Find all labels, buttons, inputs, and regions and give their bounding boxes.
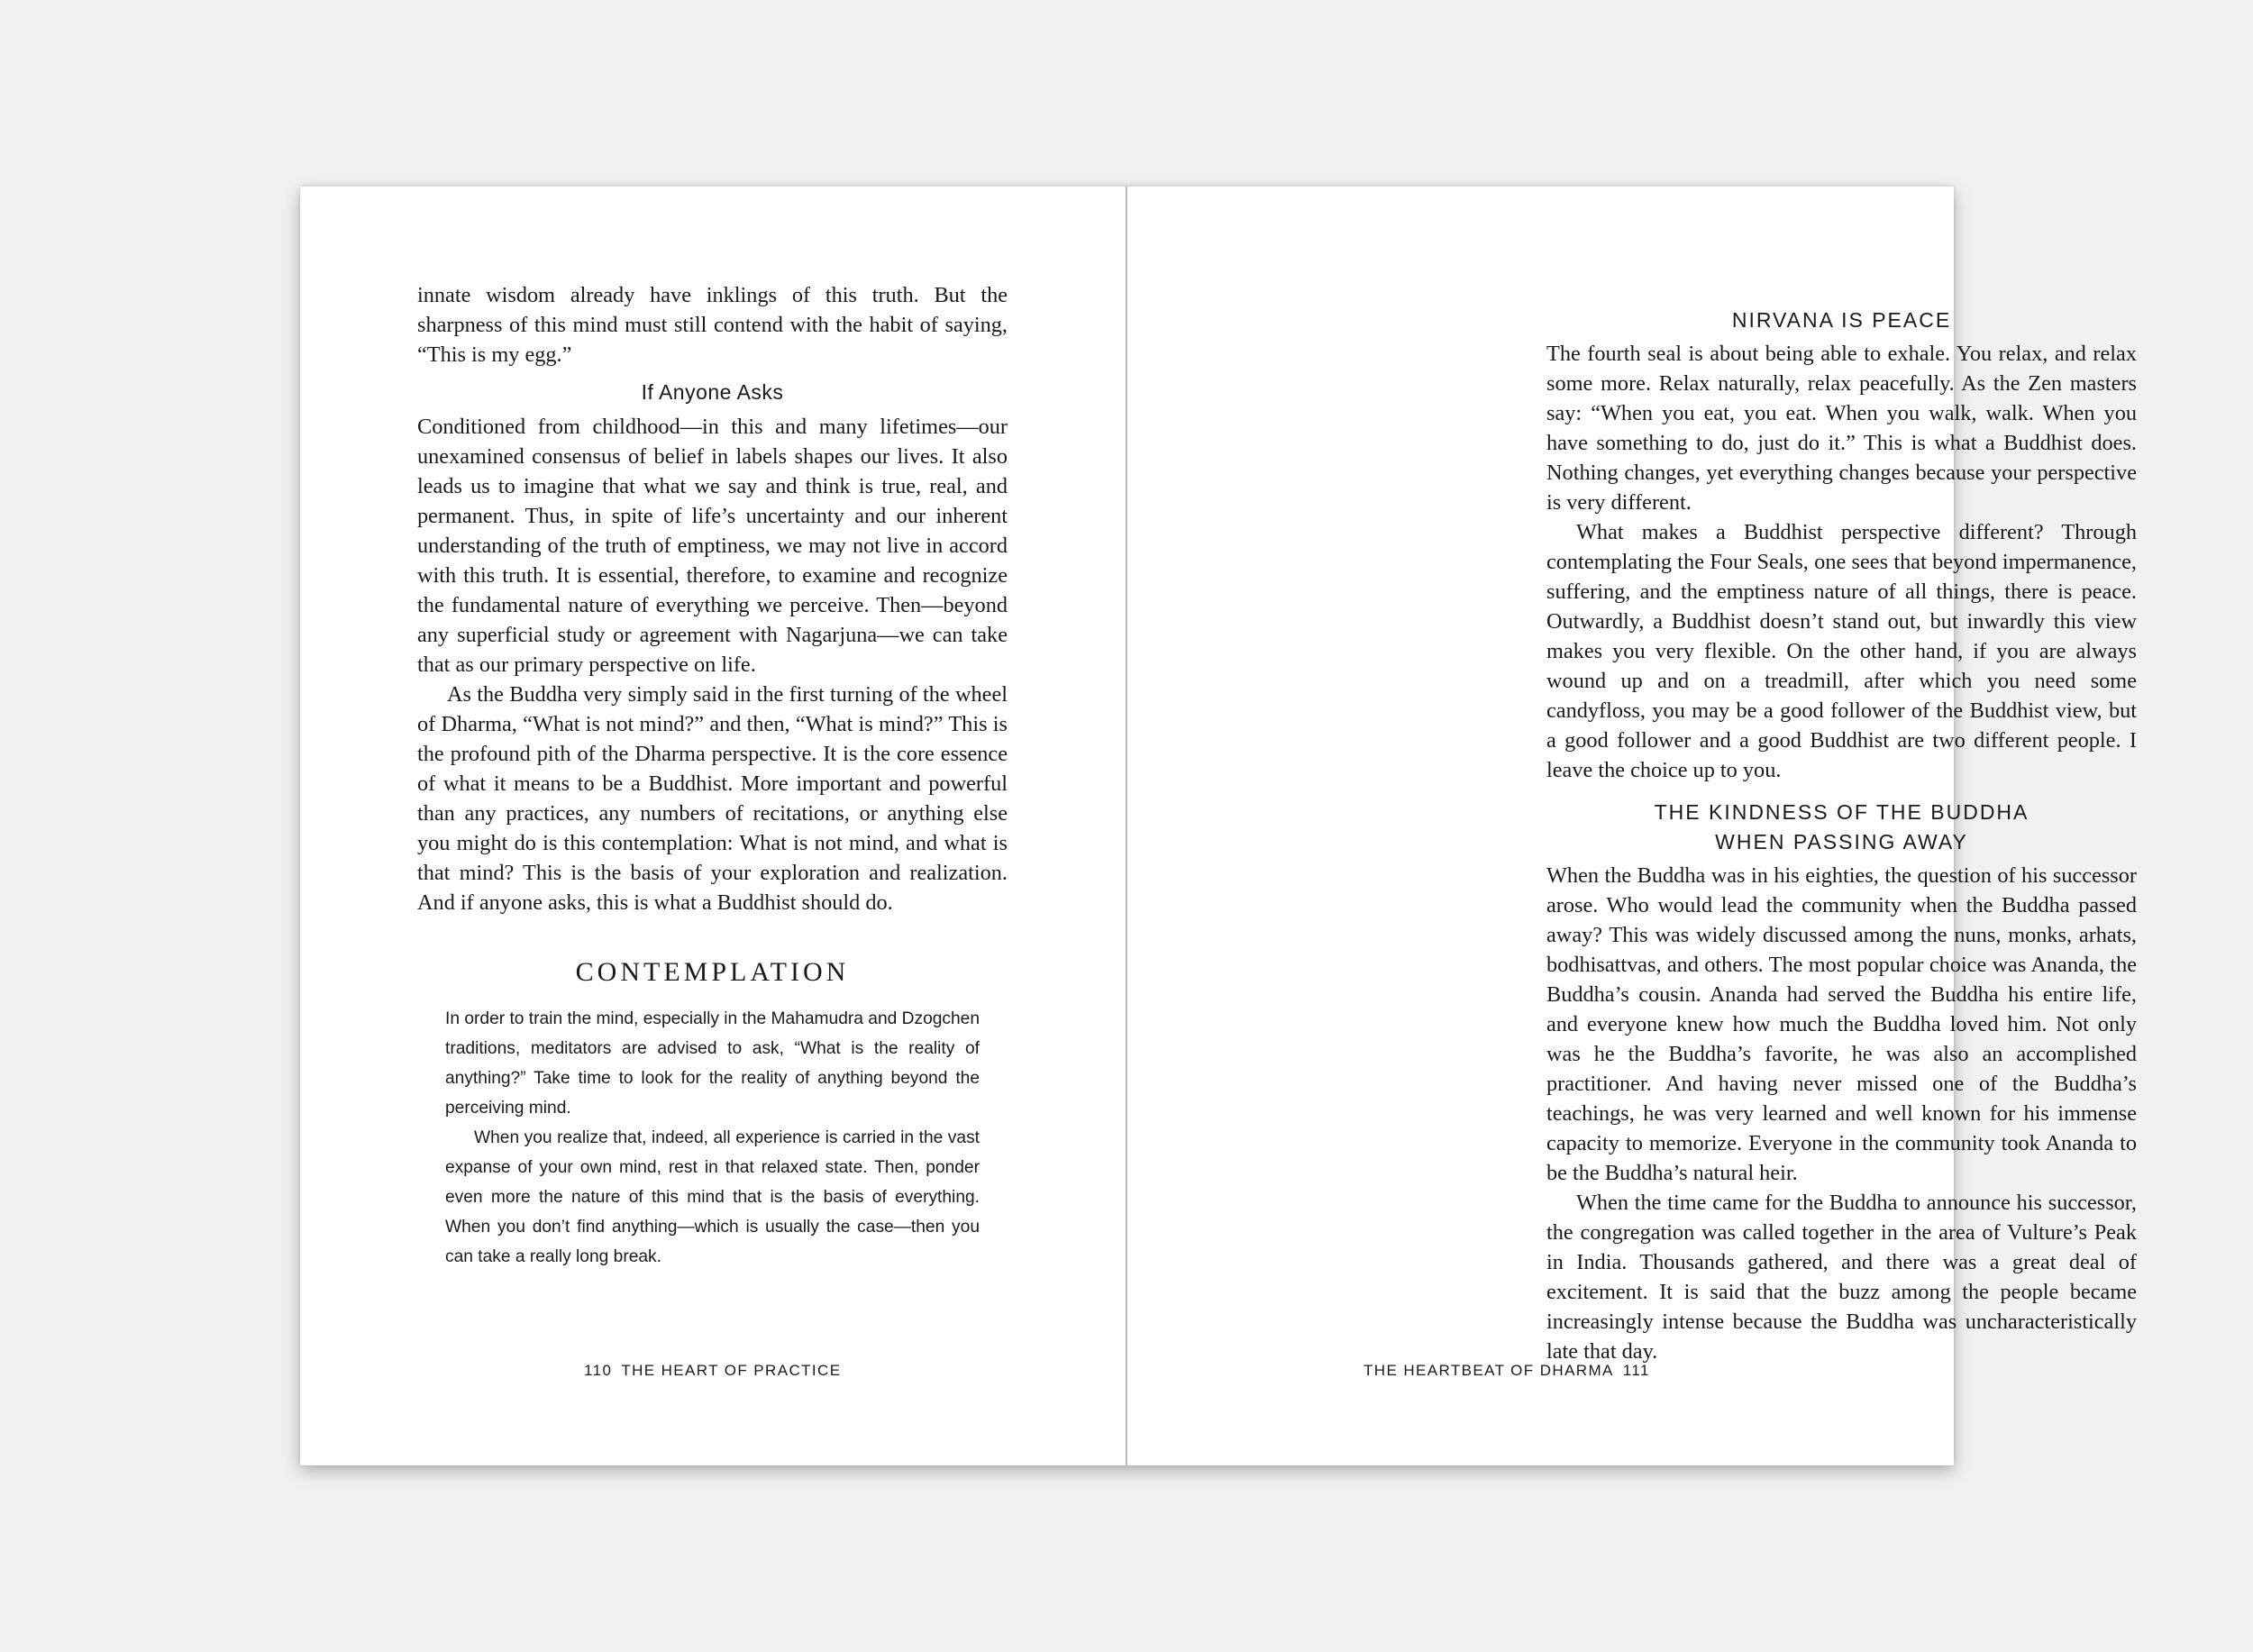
subhead-if-anyone-asks: If Anyone Asks	[641, 380, 784, 404]
body-paragraph: What makes a Buddhist perspective different? Through contemplating the Four Seals, one sees that beyond impermanence, suffering, and the emptiness nature of all things, there is peace. Outwardly, a Buddhist doesn’t stand out, but inwardly this view makes you very flexible. On the other hand, if you are always wound up and on a treadmill, after which you need some candyfloss, you may be a good follower of the Buddhist view, but a good follower and a good Buddhist are two different people. I leave the choice up to you.	[1546, 520, 2137, 782]
running-head: THE HEART OF PRACTICE	[621, 1362, 842, 1379]
left-page-text-column	[417, 280, 1008, 1272]
left-folio	[575, 1362, 841, 1380]
contemplation-paragraph: In order to train the mind, especially in the Mahamudra and Dzogchen traditions, meditators are advised to ask, “What is the reality of anything?” Take time to look for the reality of anything beyond the perceiving mind.	[445, 1009, 981, 1118]
body-paragraph: As the Buddha very simply said in the first turning of the wheel of Dharma, “What is not mind?” and then, “What is mind?” This is the profound pith of the Dharma perspective. It is the core essence of what it means to be a Buddhist. More important and powerful than any practices, any numbers of recitations, or anything else you might do is this contemplation: What is not mind, and what is that mind? This is the basis of your exploration and realization. And if anyone asks, this is what a Buddhist should do.	[417, 682, 1008, 915]
heading-line: WHEN PASSING AWAY	[1715, 830, 1968, 853]
contemplation-paragraph: When you realize that, indeed, all experience is carried in the vast expanse of your own mind, rest in that relaxed state. Then, ponder even more the nature of this mind that is the basis of everything. When you don’t find anything—which is usually the case—then you can take a really long break.	[445, 1128, 980, 1266]
page-number: 111	[1622, 1362, 1650, 1379]
page-number: 110	[584, 1362, 613, 1379]
right-folio	[1364, 1362, 1659, 1380]
left-page	[300, 187, 1126, 1465]
heading-kindness-of-the-buddha	[1546, 798, 2137, 857]
running-head: THE HEARTBEAT OF DHARMA	[1364, 1362, 1614, 1379]
right-page-text-column	[1546, 306, 2137, 1366]
book-spread	[300, 187, 2137, 1465]
opening-paragraph: innate wisdom already have inklings of this truth. But the sharpness of this mind must still contend with the habit of saying, “This is my egg.”	[417, 283, 1008, 367]
heading-line: THE KINDNESS OF THE BUDDHA	[1654, 800, 2030, 824]
body-paragraph: When the Buddha was in his eighties, the question of his successor arose. Who would lead the community when the Buddha passed away? This was widely discussed among the nuns, monks, arhats, bodhisattvas, and others. The most popular choice was Ananda, the Buddha’s cousin. Ananda had served the Buddha his entire life, and everyone knew how much the Buddha loved him. Not only was he the Buddha’s favorite, he was also an accomplished practitioner. And having never missed one of the Buddha’s teachings, he was very learned and well known for his immense capacity to memorize. Everyone in the community took Ananda to be the Buddha’s natural heir.	[1546, 863, 2137, 1185]
body-paragraph: Conditioned from childhood—in this and many lifetimes—our unexamined consensus of belief in labels shapes our lives. It also leads us to imagine that what we say and think is true, real, and permanent. Thus, in spite of life’s uncertainty and our inherent understanding of the truth of emptiness, we may not live in accord with this truth. It is essential, therefore, to examine and recognize the fundamental nature of everything we perceive. Then—beyond any superficial study or agreement with Nagarjuna—we can take that as our primary perspective on life.	[417, 415, 1008, 677]
body-paragraph: When the time came for the Buddha to announce his successor, the congregation was called together in the area of Vulture’s Peak in India. Thousands gathered, and there was a great deal of excitement. It is said that the buzz among the people became increasingly intense because the Buddha was uncharacteristically late that day.	[1546, 1191, 2137, 1364]
body-paragraph: The fourth seal is about being able to exhale. You relax, and relax some more. Relax naturally, relax peacefully. As the Zen masters say: “When you eat, you eat. When you walk, walk. When you have something to do, just do it.” This is what a Buddhist does. Nothing changes, yet everything changes because your perspective is very different.	[1546, 342, 2137, 515]
right-page	[1127, 187, 2137, 1465]
contemplation-title: CONTEMPLATION	[575, 957, 850, 987]
heading-nirvana-is-peace: NIRVANA IS PEACE	[1731, 308, 1952, 332]
